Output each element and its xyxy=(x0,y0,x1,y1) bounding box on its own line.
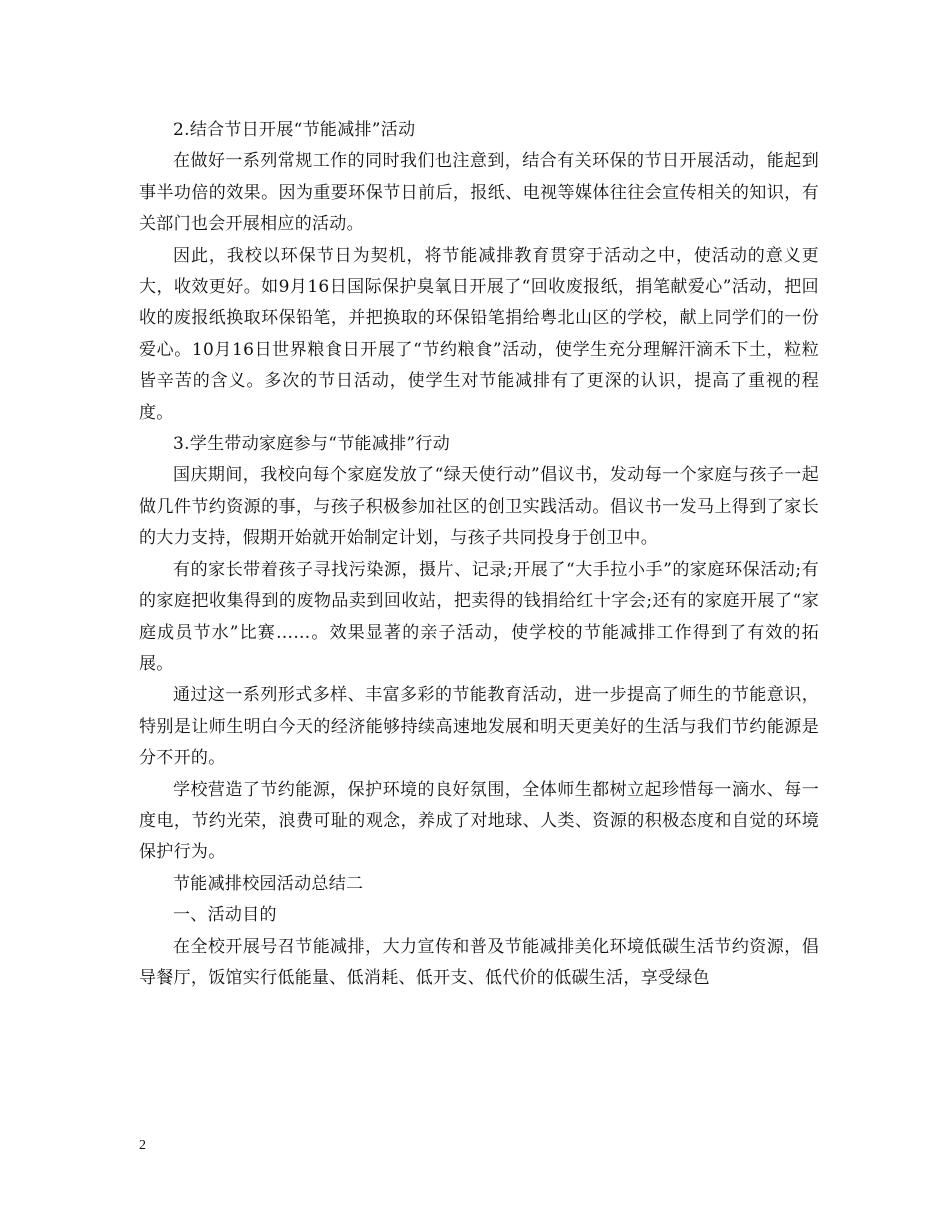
body-paragraph: 在全校开展号召节能减排，大力宣传和普及节能减排美化环境低碳生活节约资源，倡导餐厅，饭馆实行低能量、低消耗、低开支、低代价的低碳生活，享受绿色 xyxy=(139,936,819,988)
page-number: 2 xyxy=(139,1138,146,1153)
body-paragraph: 通过这一系列形式多样、丰富多彩的节能教育活动，进一步提高了师生的节能意识，特别是让师生明白今天的经济能够持续高速地发展和明天更美好的生活与我们节约能源是分不开的。 xyxy=(139,685,819,769)
body-paragraph: 学校营造了节约能源，保护环境的良好氛围，全体师生都树立起珍惜每一滴水、每一度电，节约光荣，浪费可耻的观念，养成了对地球、人类、资源的积极态度和自觉的环境保护行为。 xyxy=(139,779,819,863)
body-paragraph: 因此，我校以环保节日为契机，将节能减排教育贯穿于活动之中，使活动的意义更大，收效更好。如9月16日国际保护臭氧日开展了“回收废报纸，捐笔献爱心”活动，把回收的废报纸换取环保铅笔，并把换取的环保铅笔捐给粤北山区的学校，献上同学们的一份爱心。10月16日世界粮食日开展了“节约粮食”活动，使学生充分理解汗滴禾下土，粒粒皆辛苦的含义。多次的节日活动，使学生对节能减排有了更深的认识，提高了重视的程度。 xyxy=(139,245,819,423)
section-heading-activity-purpose: 一、活动目的 xyxy=(173,905,277,926)
body-paragraph: 国庆期间，我校向每个家庭发放了“绿天使行动”倡议书，发动每一个家庭与孩子一起做几件节约资源的事，与孩子积极参加社区的创卫实践活动。倡议书一发马上得到了家长的大力支持，假期开始就开始制定计划，与孩子共同投身于创卫中。 xyxy=(139,465,819,549)
document-body xyxy=(139,115,819,994)
section-heading-holiday-activities: 2.结合节日开展“节能减排”活动 xyxy=(173,120,416,140)
body-paragraph: 在做好一系列常规工作的同时我们也注意到，结合有关环保的节日开展活动，能起到事半功倍的效果。因为重要环保节日前后，报纸、电视等媒体往往会宣传相关的知识，有关部门也会开展相应的活动。 xyxy=(139,151,819,235)
section-heading-family-participation: 3.学生带动家庭参与“节能减排”行动 xyxy=(173,434,451,455)
document-subtitle: 节能减排校园活动总结二 xyxy=(173,873,364,894)
body-paragraph: 有的家长带着孩子寻找污染源，摄片、记录;开展了“大手拉小手”的家庭环保活动;有的家庭把收集得到的废物品卖到回收站，把卖得的钱捐给红十字会;还有的家庭开展了“家庭成员节水”比赛……。效果显著的亲子活动，使学校的节能减排工作得到了有效的拓展。 xyxy=(139,559,819,674)
